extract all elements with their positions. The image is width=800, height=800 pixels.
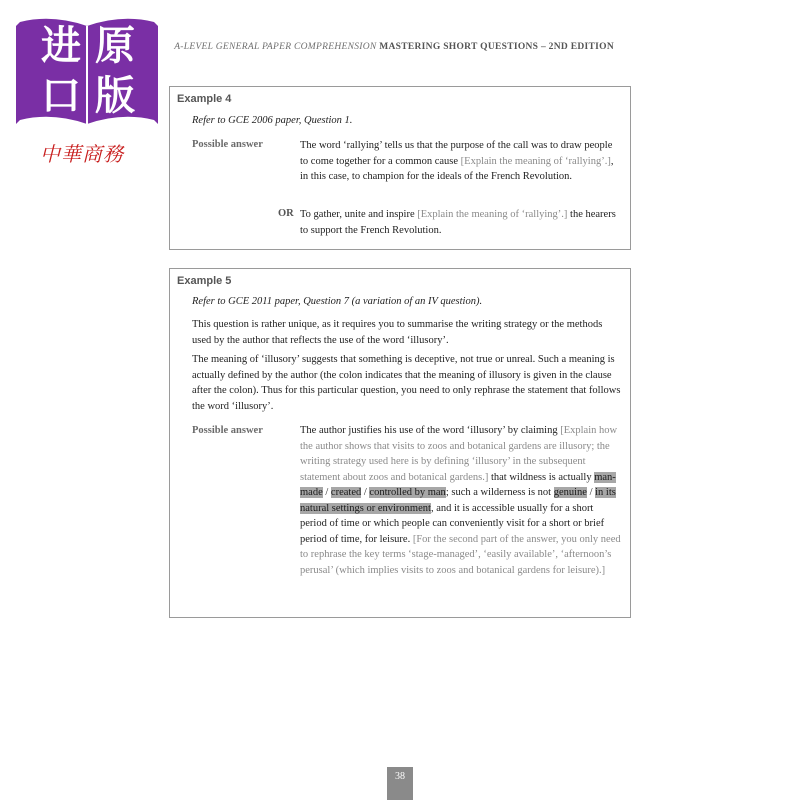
answer-note: [Explain the meaning of ‘rallying’.] [417,209,568,220]
possible-answer-label: Possible answer [192,425,263,436]
refer-line: Refer to GCE 2011 paper, Question 7 (a variation of an IV question). [192,296,483,307]
answer-note: [Explain the meaning of ‘rallying’.] [460,155,611,167]
separator: / [586,487,596,498]
page-number: 38 [387,767,413,800]
answer-part: The word ‘rallying’ tells us that the purpose of the call was to draw people to come together for a common cause [300,140,613,167]
answer-part: To gather, unite and inspire [300,209,418,220]
answer-part: The author justifies his use of the word ‘illusory’ by claiming [300,425,561,436]
publisher-logo [14,14,160,164]
example-title: Example 4 [177,93,232,105]
refer-line: Refer to GCE 2006 paper, Question 1. [192,115,353,126]
explanation-paragraph: This question is rather unique, as it requires you to summarise the writing strategy or the methods used by the author that reflects the use of the word ‘illusory’. [192,319,603,346]
answer-text [300,138,622,185]
answer-part: ; such a wilderness is not [445,487,554,498]
example-5-box [169,268,631,618]
answer-part: , in this case, to champion for the ideals of the French Revolution. [300,155,614,182]
logo-char: 口 [41,73,81,119]
example-4-box [169,86,631,250]
answer-part: the hearers to support the French Revolution. [300,209,616,236]
highlighted-term: genuine [553,487,587,498]
answer-part: that wildness is actually [488,471,595,483]
separator: / [322,487,331,498]
alternative-answer [300,207,622,238]
running-head-series: A-LEVEL GENERAL PAPER COMPREHENSION [174,42,377,52]
highlighted-term: in its natural settings or environment [300,487,616,514]
highlighted-term: created [330,487,362,498]
logo-char: 版 [95,73,135,119]
highlighted-term: man-made [300,471,616,498]
logo-char: 原 [95,23,135,69]
running-head [174,42,614,52]
answer-note: [Explain how the author shows that visits to zoos and botanical gardens are illusory; the writing strategy used here is by defining ‘illusory’ in the subsequent statement about zoos and botanical gardens.] [300,425,618,483]
or-label: OR [278,208,294,219]
logo-char: 进 [41,23,81,69]
highlighted-term: controlled by man [369,487,446,498]
answer-text [300,423,622,578]
answer-part: , and it is accessible usually for a short period of time or which people can conveniently visit for a short or brief period of time, for leisure. [300,502,605,545]
publisher-name: 中華商務 [40,142,124,166]
logo-badge [14,14,160,132]
logo-glyphs [34,22,142,122]
answer-note: [For the second part of the answer, you only need to rephrase the key terms ‘stage-managed’, ‘easily available’, ‘afternoon’s perusal’ (which implies visits to zoos and botanical gardens for leisure).] [300,533,621,576]
separator: / [361,487,370,498]
running-head-title: MASTERING SHORT QUESTIONS – 2ND EDITION [379,42,614,52]
explanation-paragraph: The meaning of ‘illusory’ suggests that something is deceptive, not true or unreal. Such a meaning is actually defined by the author (the colon indicates that the meaning of illusory is given in the clause after the colon). Thus for this particular question, you need to only rephrase the statement that follows the word ‘illusory’. [192,354,621,412]
example-title: Example 5 [177,275,232,287]
possible-answer-label: Possible answer [192,139,263,150]
